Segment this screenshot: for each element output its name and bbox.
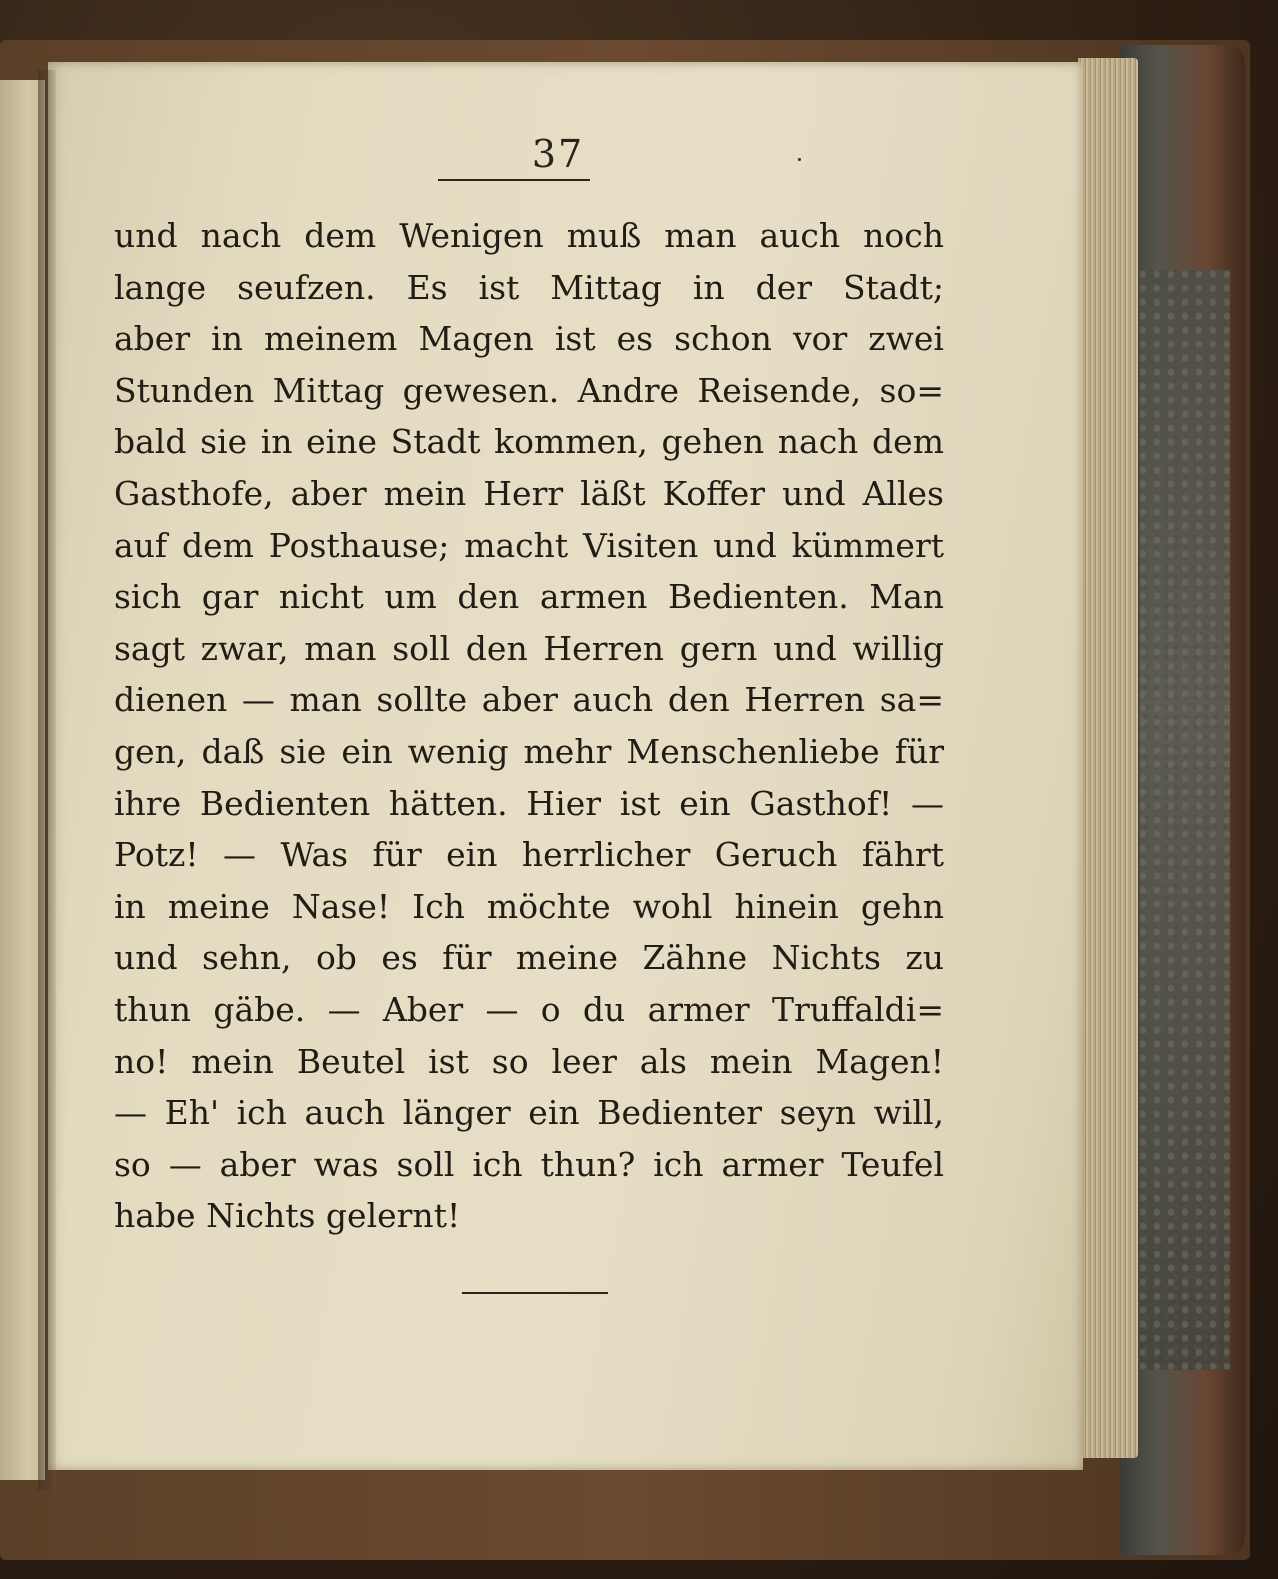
footer-rule	[462, 1292, 608, 1294]
text-line: no! mein Beutel ist so leer als mein Magen!	[114, 1041, 944, 1081]
text-line: so — aber was soll ich thun? ich armer Teufel	[114, 1144, 944, 1184]
body-text	[114, 210, 944, 1242]
text-line: Gasthofe, aber mein Herr läßt Koffer und Alles	[114, 473, 944, 513]
text-line: thun gäbe. — Aber — o du armer Truffaldi=	[114, 989, 944, 1029]
text-line: lange seufzen. Es ist Mittag in der Stadt;	[114, 267, 944, 307]
text-line: — Eh' ich auch länger ein Bedienter seyn will,	[114, 1093, 944, 1133]
text-line: dienen — man sollte aber auch den Herren sa=	[114, 680, 944, 720]
text-line: habe Nichts gelernt!	[114, 1196, 461, 1236]
text-line: auf dem Posthause; macht Visiten und kümmert	[114, 525, 944, 565]
text-line: gen, daß sie ein wenig mehr Menschenliebe für	[114, 731, 944, 771]
text-line: sich gar nicht um den armen Bedienten. Man	[114, 577, 944, 617]
text-line: sagt zwar, man soll den Herren gern und willig	[114, 628, 944, 668]
text-line: in meine Nase! Ich möchte wohl hinein gehn	[114, 886, 944, 926]
text-line: ihre Bedienten hätten. Hier ist ein Gasthof! —	[114, 783, 944, 823]
text-line: Potz! — Was für ein herrlicher Geruch fährt	[114, 835, 944, 875]
text-line: aber in meinem Magen ist es schon vor zwei	[114, 319, 944, 359]
text-line: und nach dem Wenigen muß man auch noch	[114, 216, 944, 255]
book-page	[48, 62, 1083, 1470]
page-number: 37	[531, 132, 585, 176]
header-rule	[438, 179, 590, 181]
ink-speck	[798, 158, 801, 161]
book-gutter-shadow	[38, 70, 56, 1490]
text-line: und sehn, ob es für meine Zähne Nichts zu	[114, 938, 944, 978]
marbled-cover-board	[1140, 270, 1230, 1370]
page-edges	[1078, 58, 1138, 1458]
text-line: bald sie in eine Stadt kommen, gehen nach dem	[114, 422, 944, 462]
text-line: Stunden Mittag gewesen. Andre Reisende, so=	[114, 370, 944, 410]
